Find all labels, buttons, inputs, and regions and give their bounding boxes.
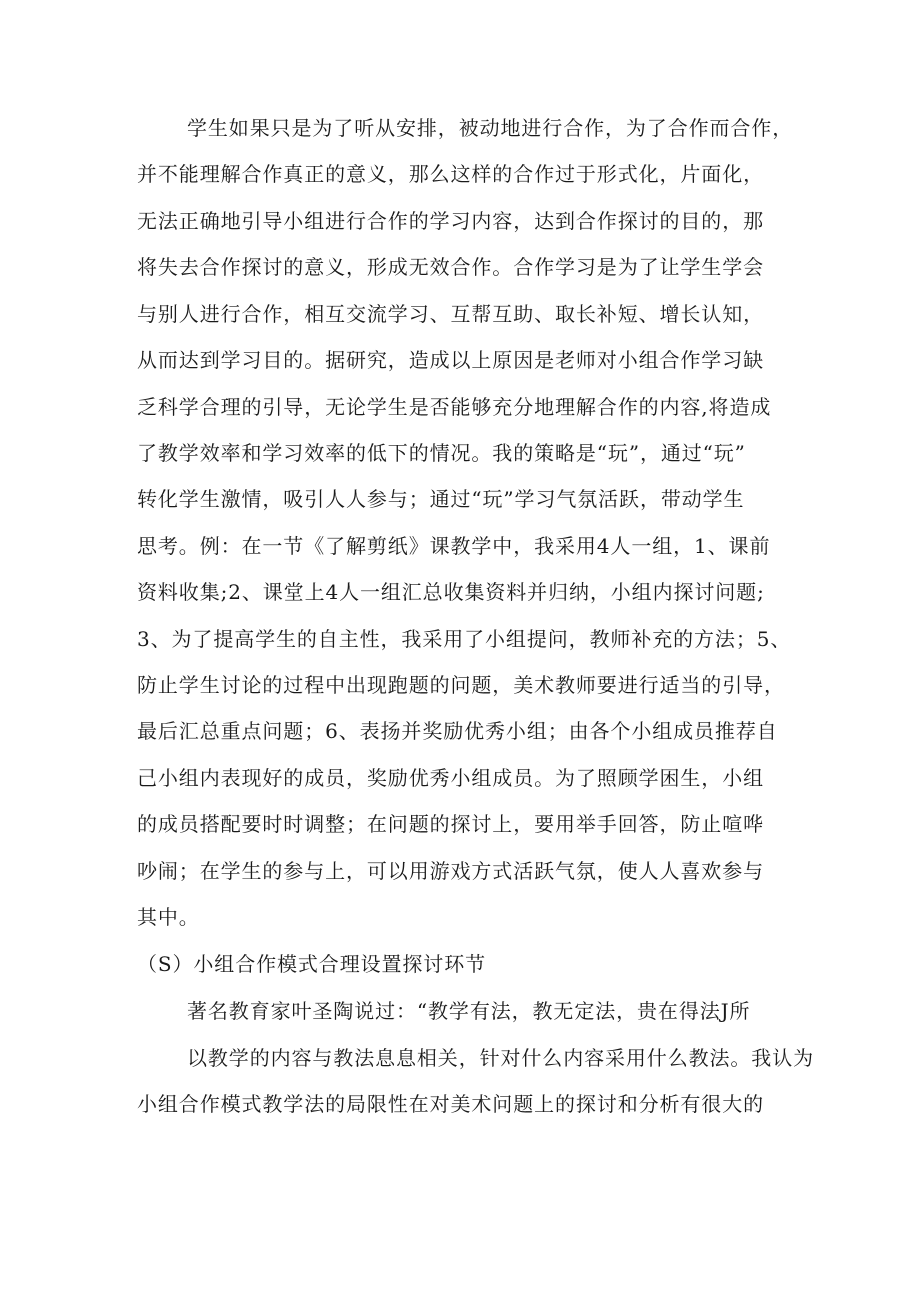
paragraph-line: 3、为了提高学生的自主性，我采用了小组提问，教师补充的方法；5、 bbox=[137, 627, 792, 651]
paragraph-line: 最后汇总重点问题；6、表扬并奖励优秀小组；由各个小组成员推荐自 bbox=[137, 719, 778, 743]
paragraph-line: 己小组内表现好的成员，奖励优秀小组成员。为了照顾学困生，小组 bbox=[137, 766, 764, 790]
paragraph-line: 其中。 bbox=[137, 905, 200, 929]
paragraph-line: 以教学的内容与教法息息相关，针对什么内容采用什么教法。我认为 bbox=[187, 1046, 814, 1070]
paragraph-line: 与别人进行合作，相互交流学习、互帮互助、取长补短、增长认知， bbox=[137, 302, 764, 326]
paragraph-line: 并不能理解合作真正的意义，那么这样的合作过于形式化，片面化， bbox=[137, 162, 764, 186]
paragraph-line: 无法正确地引导小组进行合作的学习内容，达到合作探讨的目的，那 bbox=[137, 209, 764, 233]
paragraph-line: 小组合作模式教学法的局限性在对美术问题上的探讨和分析有很大的 bbox=[137, 1092, 764, 1116]
paragraph-line: 吵闹；在学生的参与上，可以用游戏方式活跃气氛，使人人喜欢参与 bbox=[137, 859, 764, 883]
paragraph-line: 资料收集;2、课堂上4人一组汇总收集资料并归纳，小组内探讨问题; bbox=[137, 580, 765, 604]
paragraph-line: 从而达到学习目的。据研究，造成以上原因是老师对小组合作学习缺 bbox=[137, 348, 764, 372]
paragraph-line: 的成员搭配要时时调整；在问题的探讨上，要用举手回答，防止喧哗 bbox=[137, 812, 764, 836]
paragraph-line: 乏科学合理的引导，无论学生是否能够充分地理解合作的内容,将造成 bbox=[137, 395, 772, 419]
section-heading: 著名教育家叶圣陶说过：“教学有法，教无定法，贵在得法J所 bbox=[187, 999, 751, 1023]
paragraph-line: 防止学生讨论的过程中出现跑题的问题，美术教师要进行适当的引导， bbox=[137, 673, 785, 697]
paragraph-line: 思考。例：在一节《了解剪纸》课教学中，我采用4人一组，1、课前 bbox=[137, 534, 771, 558]
paragraph-line: 将失去合作探讨的意义，形成无效合作。合作学习是为了让学生学会 bbox=[137, 255, 764, 279]
paragraph-line: 转化学生激情，吸引人人参与；通过“玩”学习气氛活跃，带动学生 bbox=[137, 487, 745, 511]
paragraph-line: 了教学效率和学习效率的低下的情况。我的策略是“玩”，通过“玩” bbox=[137, 441, 746, 465]
paragraph-line: （S）小组合作模式合理设置探讨环节 bbox=[137, 952, 487, 976]
paragraph-line: 学生如果只是为了听从安排，被动地进行合作，为了合作而合作， bbox=[187, 116, 794, 140]
